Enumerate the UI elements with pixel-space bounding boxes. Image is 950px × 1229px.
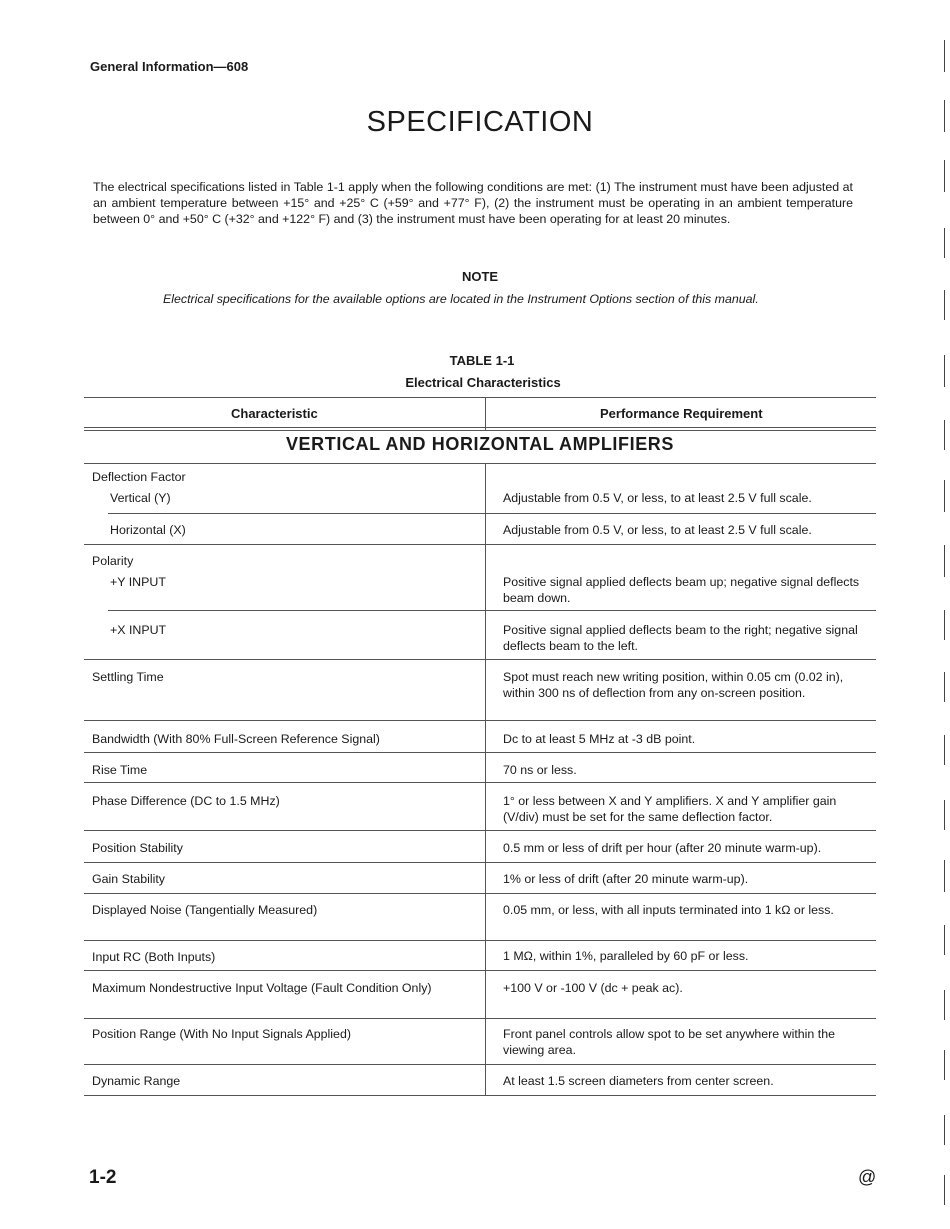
section-heading: VERTICAL AND HORIZONTAL AMPLIFIERS	[285, 434, 675, 454]
row-rule	[108, 610, 876, 611]
row-rule	[84, 782, 876, 783]
publisher-mark: @	[858, 1167, 877, 1187]
row-deflection-factor: Deflection Factor	[92, 470, 186, 484]
scan-edge-mark	[944, 480, 945, 512]
row-y-input: +Y INPUT	[110, 575, 166, 589]
scan-edge-mark	[944, 100, 945, 132]
row-input-rc: Input RC (Both Inputs)	[92, 950, 216, 964]
scan-edge-mark	[944, 420, 945, 450]
scan-edge-mark	[944, 800, 945, 830]
header-rule-2	[84, 430, 876, 431]
scan-edge-mark	[944, 290, 945, 320]
row-position-stability-requirement: 0.5 mm or less of drift per hour (after 20 minute warm-up).	[503, 841, 822, 855]
scan-edge-mark	[944, 160, 945, 192]
row-settling-time: Settling Time	[92, 670, 164, 684]
row-bandwidth-requirement: Dc to at least 5 MHz at -3 dB point.	[503, 732, 696, 746]
scan-edge-mark	[944, 40, 945, 72]
column-divider	[485, 463, 486, 1095]
row-horizontal-requirement: Adjustable from 0.5 V, or less, to at least 2.5 V full scale.	[503, 523, 812, 537]
row-y-input-requirement: Positive signal applied deflects beam up; negative signal deflects beam down.	[503, 575, 860, 605]
scan-edge-mark	[944, 610, 945, 640]
scan-edge-mark	[944, 545, 945, 577]
row-input-rc-requirement: 1 MΩ, within 1%, paralleled by 60 pF or less.	[503, 949, 749, 963]
header-rule-1	[84, 427, 876, 428]
column-header-requirement: Performance Requirement	[600, 406, 763, 421]
scan-edge-mark	[944, 1175, 945, 1205]
row-gain-stability-requirement: 1% or less of drift (after 20 minute warm-up).	[503, 872, 749, 886]
running-header: General Information—608	[90, 59, 249, 74]
row-rule	[84, 830, 876, 831]
row-vertical: Vertical (Y)	[110, 491, 171, 505]
row-rule	[84, 752, 876, 753]
row-max-input-voltage: Maximum Nondestructive Input Voltage (Fault Condition Only)	[92, 981, 432, 995]
row-rule	[108, 513, 876, 514]
row-max-input-voltage-requirement: +100 V or -100 V (dc + peak ac).	[503, 981, 683, 995]
row-horizontal: Horizontal (X)	[110, 523, 186, 537]
row-rule	[84, 659, 876, 660]
row-x-input-requirement: Positive signal applied deflects beam to the right; negative signal deflects beam to the left.	[503, 623, 858, 653]
row-dynamic-range-requirement: At least 1.5 screen diameters from center screen.	[503, 1074, 774, 1088]
scan-edge-mark	[944, 860, 945, 892]
scan-edge-mark	[944, 355, 945, 387]
row-rule	[84, 940, 876, 941]
row-displayed-noise-requirement: 0.05 mm, or less, with all inputs terminated into 1 kΩ or less.	[503, 903, 834, 917]
row-x-input: +X INPUT	[110, 623, 167, 637]
row-dynamic-range: Dynamic Range	[92, 1074, 181, 1088]
row-rise-time-requirement: 70 ns or less.	[503, 763, 577, 777]
row-phase-difference-requirement: 1° or less between X and Y amplifiers. X and Y amplifier gain (V/div) must be set for the same deflection factor.	[503, 794, 837, 824]
row-position-range: Position Range (With No Input Signals Applied)	[92, 1027, 351, 1041]
scan-edge-mark	[944, 1115, 945, 1145]
scan-edge-mark	[944, 672, 945, 702]
table-number: TABLE 1-1	[449, 353, 515, 368]
row-bandwidth: Bandwidth (With 80% Full-Screen Reference Signal)	[92, 732, 380, 746]
table-caption: Electrical Characteristics	[405, 375, 561, 390]
page-title: SPECIFICATION	[366, 106, 594, 138]
scan-edge-mark	[944, 228, 945, 258]
row-vertical-requirement: Adjustable from 0.5 V, or less, to at least 2.5 V full scale.	[503, 491, 812, 505]
note-title: NOTE	[461, 269, 499, 284]
section-rule	[84, 463, 876, 464]
scan-edge-mark	[944, 990, 945, 1020]
row-gain-stability: Gain Stability	[92, 872, 166, 886]
row-position-stability: Position Stability	[92, 841, 183, 855]
row-polarity: Polarity	[92, 554, 134, 568]
row-rule	[84, 970, 876, 971]
row-rise-time: Rise Time	[92, 763, 148, 777]
row-phase-difference: Phase Difference (DC to 1.5 MHz)	[92, 794, 280, 808]
note-body: Electrical specifications for the available options are located in the Instrument Options section of this manual.	[163, 292, 759, 306]
page-number: 1-2	[89, 1167, 117, 1188]
row-rule	[84, 893, 876, 894]
row-rule	[84, 544, 876, 545]
scan-edge-mark	[944, 925, 945, 955]
table-bottom-rule	[84, 1095, 876, 1096]
row-rule	[84, 862, 876, 863]
row-rule	[84, 720, 876, 721]
intro-paragraph: The electrical specifications listed in Table 1-1 apply when the following conditions are met: (1) The instrument must have been adjusted at an ambient temperature between +15° and +25° C (+59° and +77° F), (2) the instrument must be operating in an ambient temperature between 0° and +50° C (+32° and +122° F) and (3) the instrument must have been operating for at least 20 minutes.	[93, 180, 853, 226]
row-settling-time-requirement: Spot must reach new writing position, within 0.05 cm (0.02 in), within 300 ns of deflection from any on-screen position.	[503, 670, 844, 700]
row-rule	[84, 1064, 876, 1065]
table-top-rule	[84, 397, 876, 398]
row-displayed-noise: Displayed Noise (Tangentially Measured)	[92, 903, 318, 917]
row-position-range-requirement: Front panel controls allow spot to be set anywhere within the viewing area.	[503, 1027, 835, 1057]
scan-edge-mark	[944, 1050, 945, 1080]
scan-edge-mark	[944, 735, 945, 765]
column-divider-header	[485, 397, 486, 430]
column-header-characteristic: Characteristic	[231, 406, 318, 421]
row-rule	[84, 1018, 876, 1019]
